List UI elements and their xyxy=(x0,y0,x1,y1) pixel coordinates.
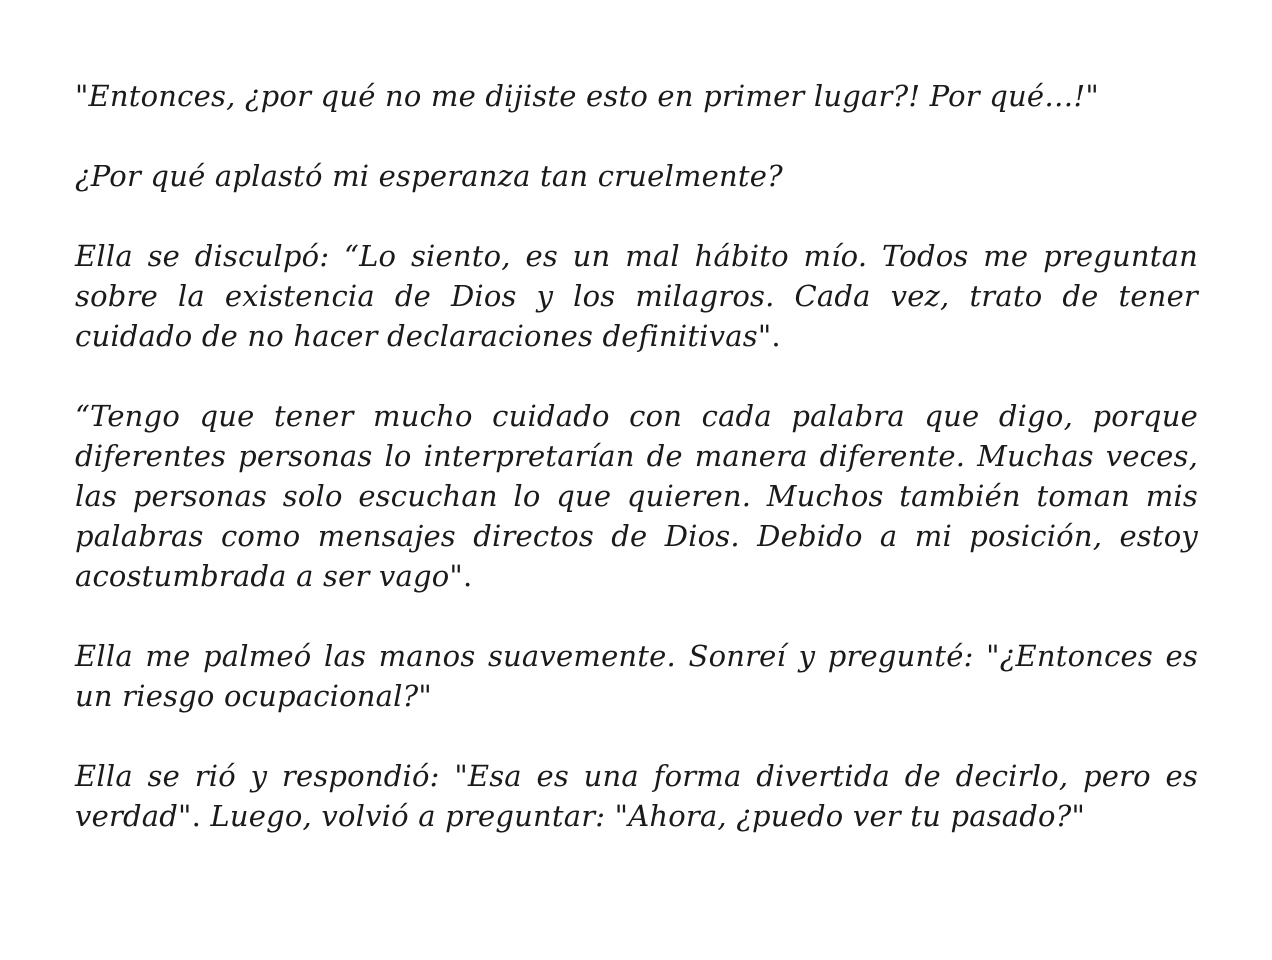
text-segment: ¿Entonces es un riesgo ocupacional? xyxy=(75,639,1198,713)
paragraph xyxy=(75,76,1198,116)
text-segment: Ella se disculpó: “Lo siento, es un mal hábito mío. Todos me preguntan sobre la existencia de Dios y los milagros. Cada vez, trato de tener cuidado de no hacer declaraciones definitivas xyxy=(75,239,1198,353)
paragraph xyxy=(75,636,1198,716)
text-segment: ¿Por qué aplastó mi esperanza tan cruelmente? xyxy=(75,159,783,193)
text-segment: " xyxy=(614,799,629,833)
text-segment: " xyxy=(75,79,89,113)
text-segment: Ahora, ¿puedo ver tu pasado? xyxy=(628,799,1072,833)
paragraph xyxy=(75,396,1198,596)
text-segment: Ella me palmeó las manos suavemente. Sonreí y pregunté: xyxy=(75,639,987,673)
text-segment: ". xyxy=(757,319,781,353)
text-segment: Luego, volvió a preguntar: xyxy=(210,799,615,833)
paragraph xyxy=(75,756,1198,836)
text-segment: Entonces, ¿por qué no me dijiste esto en primer lugar?! Por qué…! xyxy=(88,79,1086,113)
text-segment: " xyxy=(1085,79,1099,113)
text-segment: ". xyxy=(178,799,211,833)
document-page xyxy=(75,76,1198,836)
paragraph xyxy=(75,236,1198,356)
text-segment: " xyxy=(1071,799,1085,833)
text-segment: Ella se rió y respondió: xyxy=(75,759,455,793)
text-segment: " xyxy=(454,759,468,793)
paragraph xyxy=(75,156,1198,196)
text-segment: ". xyxy=(449,559,473,593)
text-segment: " xyxy=(986,639,1000,673)
text-segment: Esa es una forma divertida de decirlo, pero es verdad xyxy=(75,759,1198,833)
text-segment: " xyxy=(418,679,432,713)
text-segment: “Tengo que tener mucho cuidado con cada palabra que digo, porque diferentes personas lo interpretarían de manera diferente. Muchas veces, las personas solo escuchan lo que quieren. Muchos también toman mis palabras como mensajes directos de Dios. Debido a mi posición, estoy acostumbrada a ser vago xyxy=(75,399,1198,593)
